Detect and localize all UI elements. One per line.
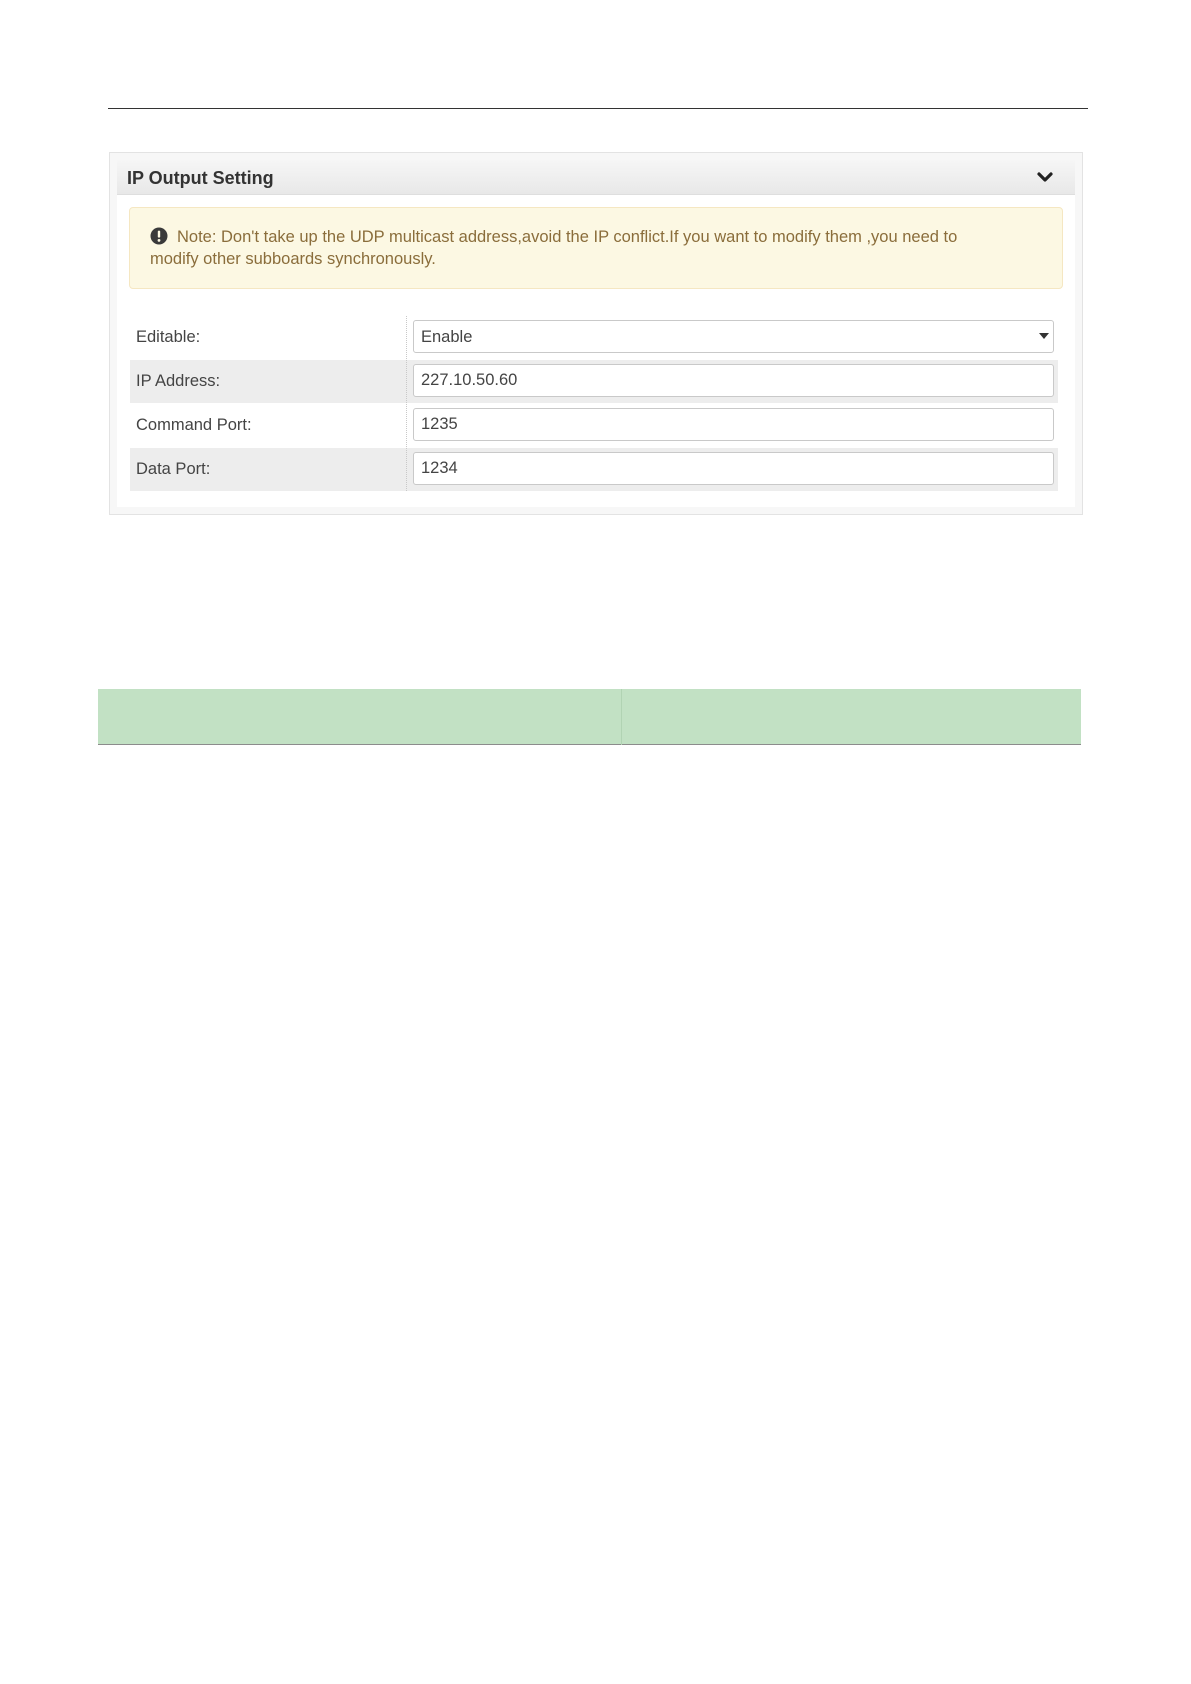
command-port-label: Command Port: (136, 416, 252, 434)
value-cell (407, 360, 1058, 403)
warning-note-line-1: Note: Don't take up the UDP multicast address,avoid the IP conflict.If you want to modify them ,you need to (177, 228, 958, 246)
label-cell (130, 404, 407, 447)
panel-body (117, 160, 1075, 507)
form-row-editable (130, 315, 1058, 359)
editable-select[interactable] (413, 320, 1054, 353)
form-row-ip-address (130, 359, 1058, 403)
value-cell (407, 316, 1058, 359)
editable-label: Editable: (136, 328, 201, 346)
ip-output-setting-panel (109, 152, 1083, 515)
table-header-cell-left (98, 689, 622, 745)
data-port-input[interactable] (413, 452, 1054, 485)
value-cell (407, 404, 1058, 447)
ip-address-label: IP Address: (136, 372, 221, 390)
parameter-table-header (98, 689, 1081, 745)
panel-header[interactable] (117, 160, 1075, 195)
table-header-cell-right (622, 689, 1081, 745)
data-port-label: Data Port: (136, 460, 211, 478)
chevron-down-icon[interactable] (1035, 168, 1055, 186)
label-cell (130, 360, 407, 403)
label-cell (130, 448, 407, 491)
caret-down-icon[interactable] (1039, 333, 1049, 339)
ip-output-form (130, 315, 1058, 491)
editable-selected-value: Enable (421, 328, 473, 346)
command-port-input[interactable] (413, 408, 1054, 441)
panel-title: IP Output Setting (127, 168, 274, 188)
form-row-data-port (130, 447, 1058, 491)
form-row-command-port (130, 403, 1058, 447)
value-cell (407, 448, 1058, 491)
warning-note (129, 207, 1063, 289)
page-header-rule (108, 108, 1088, 109)
warning-note-line-2: modify other subboards synchronously. (150, 250, 436, 268)
label-cell (130, 316, 407, 359)
ip-address-input[interactable] (413, 364, 1054, 397)
warning-note-text (150, 226, 1030, 270)
